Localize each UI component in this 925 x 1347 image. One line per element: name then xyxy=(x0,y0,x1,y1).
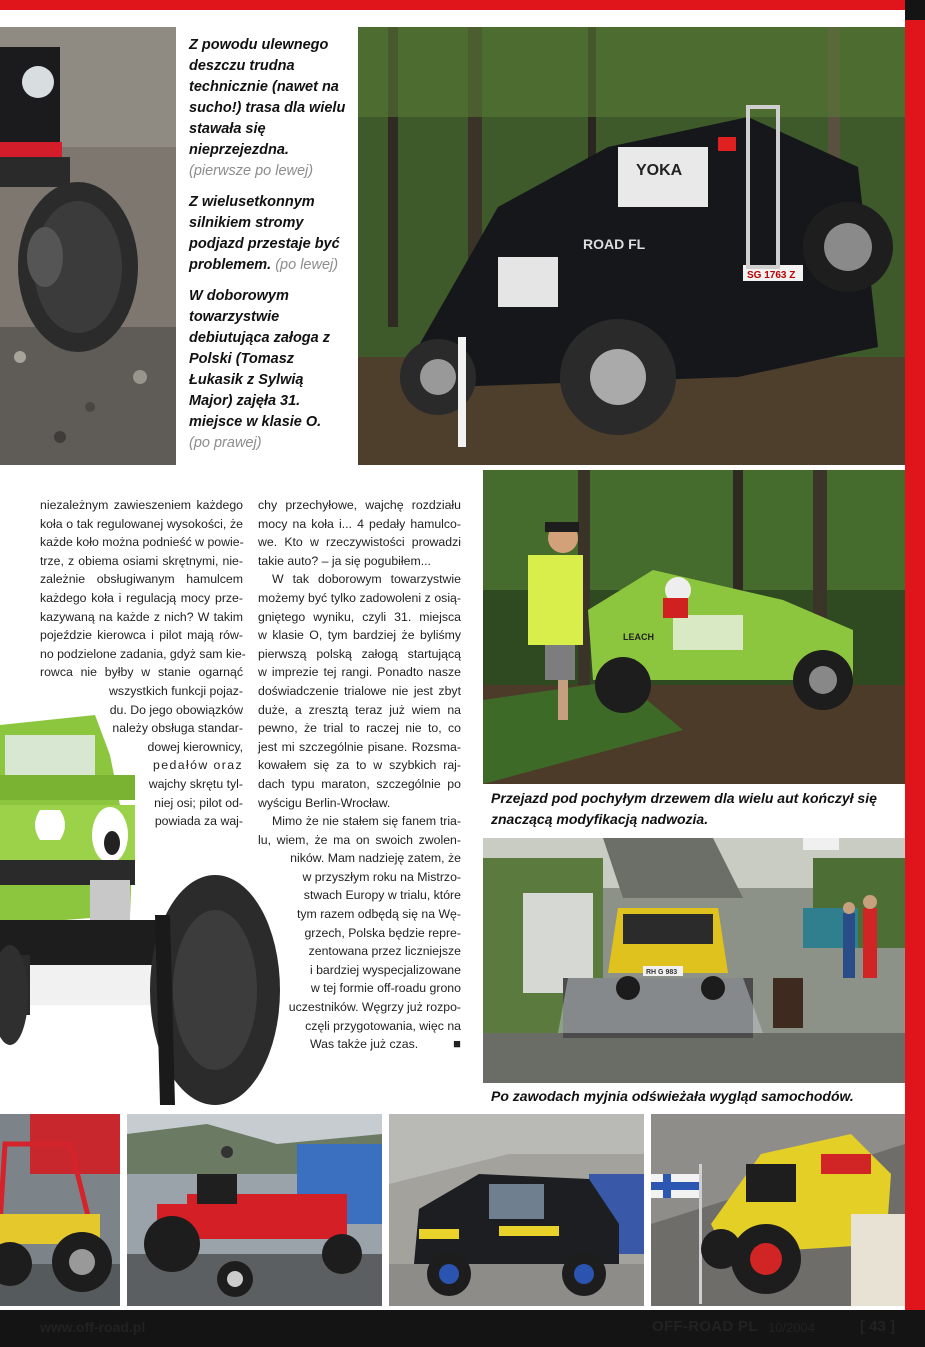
text-line: grzech, Polska będzie repre- xyxy=(304,925,461,940)
sponsor-road: ROAD FL xyxy=(583,236,646,252)
text-line: doświadczenie trialowe nie jest zbyt xyxy=(258,683,461,698)
text-line: dowej kierownicy, xyxy=(147,739,243,754)
top-red-bar xyxy=(0,0,905,10)
text-line: w tej formie off-roadu grono xyxy=(310,981,461,996)
end-mark: ■ xyxy=(453,1036,461,1052)
text-line: Mimo że nie stałem się fanem tria- xyxy=(272,814,461,829)
caption-box-top xyxy=(180,27,352,465)
text-line: we. Kto w rzeczywistości prowadzi xyxy=(258,535,461,550)
text-line: kazywaną na każde z nich? W takim xyxy=(40,609,243,624)
text-line: mocy na koła i... 4 pedały hamulco- xyxy=(258,516,461,531)
text-line-final: Was także już czas. ■ xyxy=(258,1035,461,1054)
text-line: ników. Mam nadzieję zatem, że xyxy=(290,851,461,866)
text-line: duże, a zresztą teraz już wiem na xyxy=(258,702,461,717)
text-line: tym razem odbędą się na Wę- xyxy=(296,907,461,922)
text-line: du. Do jego obowiązków xyxy=(109,702,243,717)
text-line: jest mi szczególnie pisane. Rozsma- xyxy=(258,739,461,754)
photo-yellow-buggy xyxy=(0,1114,120,1306)
photo-yellow-truck-flag xyxy=(651,1114,905,1306)
jeep-label: LEACH xyxy=(623,632,654,642)
caption-tree: Przejazd pod pochyłym drzewem dla wielu aut kończył się znaczącą modyfikacją nadwozia. xyxy=(483,786,905,834)
right-red-bar xyxy=(905,20,925,1310)
text-line: stwach Europy w trialu, które xyxy=(303,888,461,903)
photo-truck-on-rocks xyxy=(0,27,176,465)
caption-rain: Z powodu ulewnego deszczu trudna technicznie (nawet na sucho!) trasa dla wielu stawała się nieprzejezdna. (pierwsze po lewej) xyxy=(189,37,346,179)
article-column-1-top xyxy=(40,496,246,682)
text-line: w przyszłym roku na Mistrzo- xyxy=(302,869,461,884)
text-line: pedałów oraz xyxy=(153,758,243,773)
photo-car-wash xyxy=(483,838,905,1083)
photo-black-suv-forest xyxy=(358,27,905,465)
text-line: takie auto? – ja się pogubiłem... xyxy=(258,553,431,568)
text-line: kowałem się za to w szybkich raj- xyxy=(258,758,461,773)
photo-red-buggy xyxy=(127,1114,382,1306)
text-line: rowca nie byłby w stanie ogarnąć xyxy=(40,665,243,680)
caption-engine: Z wielusetkonnym silnikiem stromy podjazd przestaje być problemem. (po lewej) xyxy=(189,194,340,273)
text-line: chy przechyłowe, wajchę rozdziału xyxy=(258,498,461,512)
footer-issue: 10/2004 xyxy=(768,1320,815,1335)
text-line: dach typu maraton, szczególnie po xyxy=(258,776,461,791)
footer-page-number: [ 43 ] xyxy=(860,1318,896,1335)
text-line: niezależnym zawieszeniem każdego xyxy=(40,498,243,512)
text-line: każde koło można podnieść w powie- xyxy=(40,535,244,550)
text-line: gniętego wyniku, czyli 31. miejsca xyxy=(258,609,461,624)
text-line: no podzielone zadania, gdyż sam kie- xyxy=(40,646,246,661)
article-column-2 xyxy=(258,496,461,1054)
sponsor-yoka: YOKA xyxy=(636,162,683,179)
wash-plate: RH G 983 xyxy=(646,969,678,976)
text-line: pierwszą polską załogą startującą xyxy=(258,646,461,661)
text-line: możemy być tylko zadowoleni z osią- xyxy=(258,590,461,605)
photo-black-offroader xyxy=(389,1114,644,1306)
text-line: zależnie obsługiwanym hamulcem xyxy=(40,572,243,587)
footer-magazine: OFF-ROAD PL xyxy=(652,1318,758,1335)
caption-carwash: Po zawodach myjnia odświeżała wygląd samochodów. xyxy=(483,1085,905,1109)
text-line: i bardziej wyspecjalizowane xyxy=(309,962,461,977)
text-line: wszystkich funkcji pojaz- xyxy=(109,684,243,698)
photo-green-jeep-tree xyxy=(483,470,905,784)
text-line: W tak doborowym towarzystwie xyxy=(272,572,461,587)
text-line: wyścigu Berlin-Wrocław. xyxy=(258,795,391,810)
text-line: pewno, że trial to raczej nie to, co xyxy=(258,721,461,736)
text-line: częli przygotowania, więc na xyxy=(305,1018,461,1033)
text-line: zentowana przez liczniejsze xyxy=(308,944,461,959)
photo-green-truck xyxy=(0,715,282,1110)
text-line: wajchy skrętu tyl- xyxy=(148,776,243,791)
caption-polish-crew: W doborowym towarzystwie debiutująca załoga z Polski (Tomasz Łukasik z Sylwią Major) zajęła 31. miejsce w klasie O. (po prawej) xyxy=(189,288,330,451)
text-line: w imprezie tej rangi. Ponadto nasze xyxy=(258,665,461,680)
footer-url[interactable]: www.off-road.pl xyxy=(40,1319,146,1335)
text-line: lu, wiem, że ma on swoich zwolen- xyxy=(258,832,461,847)
text-line: pojeździe kierowca i pilot mają rów- xyxy=(40,628,243,643)
text-line: w klasie O, tym bardziej że byliśmy xyxy=(258,628,461,643)
text-line: powiada za waj- xyxy=(154,814,243,829)
text-line: koła o tak regulowanej wysokości, że xyxy=(40,516,243,531)
license-plate: SG 1763 Z xyxy=(747,270,796,281)
text-line: niej osi; pilot od- xyxy=(154,795,243,810)
text-line: należy obsługa standar- xyxy=(112,721,243,736)
text-line: uczestników. Węgrzy już rozpo- xyxy=(288,1000,461,1015)
text-line: trze, z obiema osiami skrętnymi, nie- xyxy=(40,553,243,568)
text-line: każdego koła i regulacją mocy prze- xyxy=(40,590,243,605)
